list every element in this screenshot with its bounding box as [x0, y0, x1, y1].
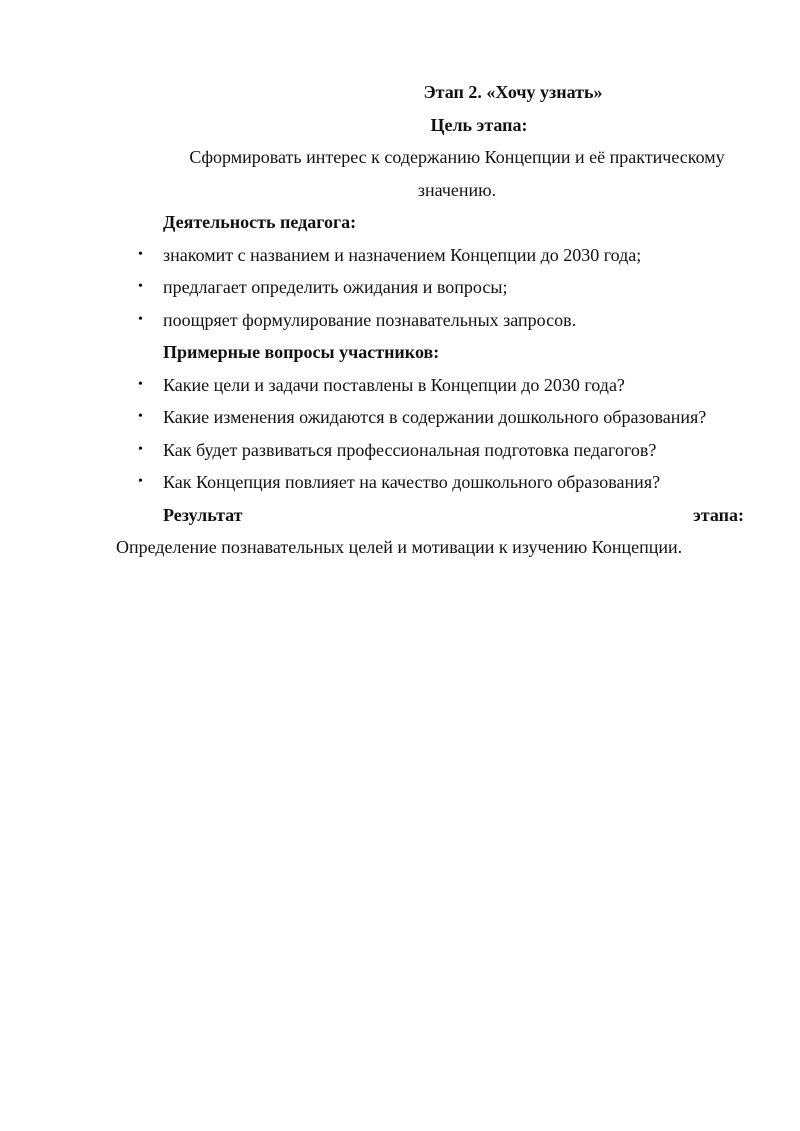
bullet-icon: •	[138, 441, 143, 457]
list-item-text: предлагает определить ожидания и вопросы;	[163, 277, 508, 297]
document-content	[116, 76, 744, 564]
list-item	[116, 239, 744, 272]
list-item-text: Какие цели и задачи поставлены в Концепции до 2030 года?	[163, 374, 625, 395]
bullet-icon: •	[138, 279, 143, 294]
goal-heading: Цель этапа:	[430, 114, 528, 135]
result-heading-word-2: этапа:	[693, 504, 744, 525]
list-item-text: знакомит с названием и назначением Концепции до 2030 года;	[163, 244, 642, 265]
questions-heading: Примерные вопросы участников:	[163, 342, 440, 362]
goal-text-line-2: значению.	[417, 179, 497, 200]
list-item-text: Какие изменения ожидаются в содержании дошкольного образования?	[163, 407, 707, 427]
list-item	[116, 304, 744, 337]
goal-text-line-1: Сформировать интерес к содержанию Концепции и её практическому	[189, 147, 725, 167]
result-heading-word-1: Результат	[163, 504, 243, 525]
result-heading	[116, 499, 744, 532]
page-title: Этап 2. «Хочу узнать»	[423, 82, 603, 102]
teacher-activity-heading: Деятельность педагога:	[163, 212, 357, 232]
list-item	[116, 434, 744, 467]
teacher-activity-list	[116, 239, 744, 337]
list-item	[116, 466, 744, 499]
questions-list	[116, 369, 744, 499]
bullet-icon: •	[138, 246, 143, 262]
list-item	[116, 271, 744, 304]
list-item	[116, 401, 744, 434]
bullet-icon: •	[138, 409, 143, 424]
bullet-icon: •	[138, 474, 143, 489]
bullet-icon: •	[138, 376, 143, 392]
list-item-text: Как Концепция повлияет на качество дошкольного образования?	[163, 472, 661, 492]
list-item-text: поощряет формулирование познавательных запросов.	[163, 309, 577, 330]
bullet-icon: •	[138, 311, 143, 327]
list-item	[116, 369, 744, 402]
result-text: Определение познавательных целей и мотивации к изучению Концепции.	[116, 537, 683, 557]
list-item-text: Как будет развиваться профессиональная подготовка педагогов?	[163, 439, 657, 460]
